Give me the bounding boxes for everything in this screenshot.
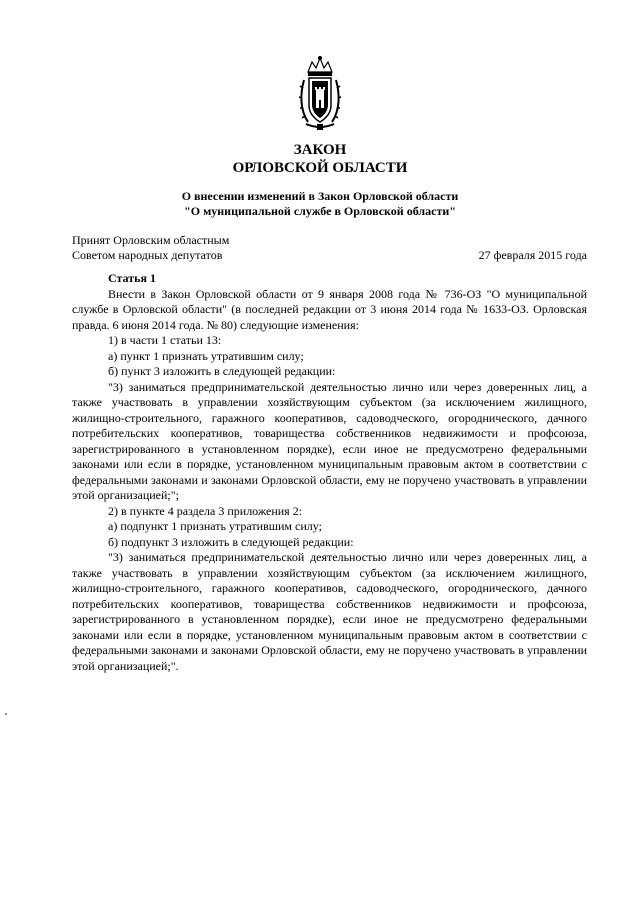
coat-of-arms-icon [298, 54, 342, 132]
paragraph: б) пункт 3 изложить в следующей редакции: [108, 364, 336, 378]
paragraph: Внести в Закон Орловской области от 9 января 2008 года № 736-ОЗ "О муниципальной службе в Орловской области" (в последней редакции от 3 июня 2014 года № 1633-ОЗ. Орловская правда. 6 июня 2014 года. № 80) следующие изменения: [72, 286, 587, 332]
paragraph: "3) заниматься предпринимательской деятельностью лично или через доверенных лиц, а также участвовать в управлении хозяйствующим субъектом (за исключением жилищного, жилищно-строительного, гаражного кооперативов, садоводческого, огороднического, дачного потребительских кооперативов, товарищества собственников недвижимости и профсоюза, зарегистрированного в установленном порядке), если иное не предусмотрено федеральными законами или если в порядке, установленном муниципальным правовым актом в соответствии с федеральными законами и законами Орловской области, ему не поручено участвовать в управлении этой организацией;"; [72, 379, 587, 502]
paragraph: 1) в части 1 статьи 13: [108, 333, 222, 347]
paragraph: "3) заниматься предпринимательской деятельностью лично или через доверенных лиц, а также участвовать в управлении хозяйствующим субъектом (за исключением жилищного, жилищно-строительного, гаражного кооперативов, садоводческого, огороднического, дачного потребительских кооперативов, товарищества собственников недвижимости и профсоюза, зарегистрированного в установленном порядке), если иное не предусмотрено федеральными законами или если в порядке, установленном муниципальным правовым актом в соответствии с федеральными законами и законами Орловской области, ему не поручено участвовать в управлении этой организацией;". [72, 550, 587, 673]
article-heading: Статья 1 [108, 271, 156, 285]
paragraph: 2) в пункте 4 раздела 3 приложения 2: [108, 503, 303, 518]
paragraph: б) подпункт 3 изложить в следующей редакции: [108, 534, 354, 549]
law-title-line2: ОРЛОВСКОЙ ОБЛАСТИ [232, 160, 408, 176]
adopted-by-line2: Советом народных депутатов [72, 248, 223, 262]
law-subtitle-line1: О внесении изменений в Закон Орловской области [181, 189, 459, 203]
scan-artifact [5, 713, 7, 715]
adopted-by-line1: Принят Орловским областным [72, 233, 230, 247]
law-body [72, 271, 587, 674]
law-subtitle-line2: "О муниципальной службе в Орловской области" [184, 204, 456, 218]
paragraph: а) пункт 1 признать утратившим силу; [108, 348, 304, 363]
adoption-date: 27 февраля 2015 года [478, 248, 587, 262]
paragraph: а) подпункт 1 признать утратившим силу; [108, 519, 322, 533]
law-title-line1: ЗАКОН [293, 142, 347, 158]
